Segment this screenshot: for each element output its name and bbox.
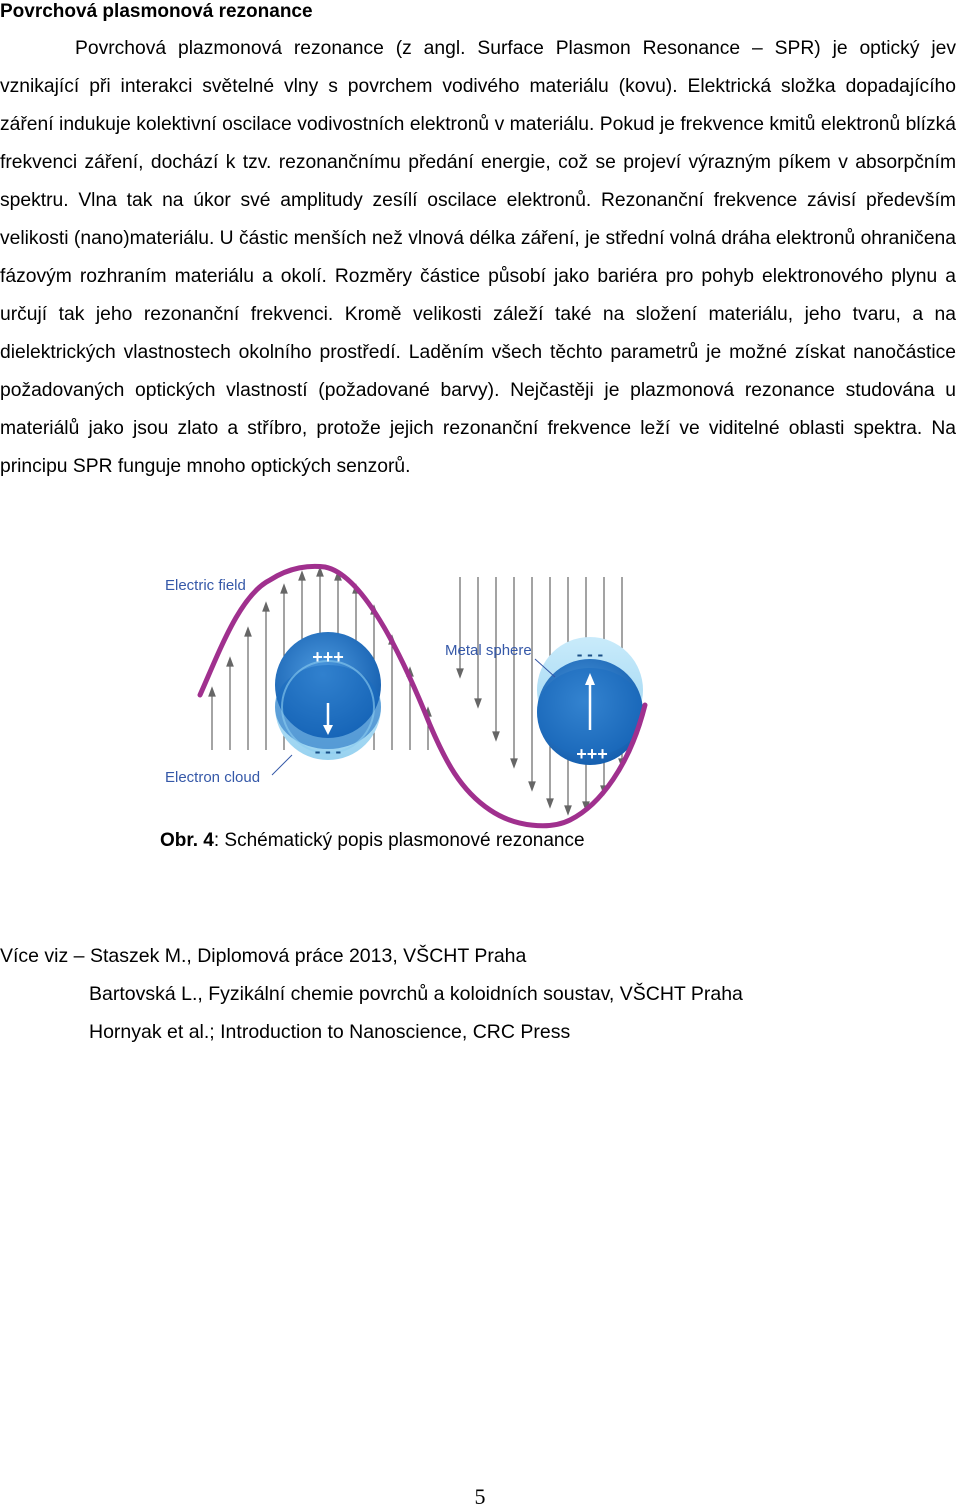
references [0, 937, 743, 1051]
spr-diagram [160, 555, 660, 830]
electron-cloud-label: Electron cloud [165, 769, 261, 786]
page-number: 5 [474, 1484, 486, 1509]
section-heading: Povrchová plasmonová rezonance [0, 1, 313, 22]
reference-item: Hornyak et al.; Introduction to Nanoscience, CRC Press [89, 1021, 571, 1043]
reference-intro: Více viz – Staszek M., Diplomová práce 2013, VŠCHT Praha [0, 945, 527, 967]
caption-label: Obr. 4 [160, 830, 214, 851]
right-minus-charges: - - - [576, 645, 604, 664]
body-paragraph: Povrchová plazmonová rezonance (z angl. Surface Plasmon Resonance – SPR) je optický jev vznikající při interakci světelné vlny s povrchem vodivého materiálu (kovu). Elektrická složka dopadajícího záření indukuje kolektivní oscilace vodivostních elektronů v materiálu. Pokud je frekvence kmitů elektronů blízká frekvenci záření, dochází k tzv. rezonančnímu předání energie, což se projeví výrazným píkem v absorpčním spektru. Vlna tak na úkor své amplitudy zesílí oscilace elektronů. Rezonanční frekvence závisí především velikosti (nano)materiálu. U částic menších než vlnová délka záření, je střední volná dráha elektronů ohraničena fázovým rozhraním materiálu a okolí. Rozměry částice působí jako bariéra pro pohyb elektronového plynu a určují tak jeho rezonanční frekvenci. Kromě velikosti záleží také na složení materiálu, jeho tvaru, a na dielektrických vlastnostech okolního prostředí. Laděním všech těchto parametrů je možné získat nanočástice požadovaných optických vlastností (požadované barvy). Nejčastěji je plazmonová rezonance studována u materiálů jako jsou zlato a stříbro, protože jejich rezonanční frekvence leží ve viditelné oblasti spektra. Na principu SPR funguje mnoho optických senzorů. [0, 38, 956, 477]
left-minus-charges: - - - [314, 742, 342, 761]
right-plus-charges: +++ [576, 744, 608, 764]
caption-text: : Schématický popis plasmonové rezonance [213, 830, 585, 851]
right-particle [537, 637, 643, 765]
left-particle [275, 632, 381, 761]
left-plus-charges: +++ [312, 647, 344, 667]
electric-field-label: Electric field [165, 577, 246, 594]
reference-item: Bartovská L., Fyzikální chemie povrchů a koloidních soustav, VŠCHT Praha [89, 983, 743, 1005]
figure-caption [160, 828, 585, 854]
metal-sphere-label: Metal sphere [445, 642, 532, 659]
spr-figure [160, 555, 660, 830]
